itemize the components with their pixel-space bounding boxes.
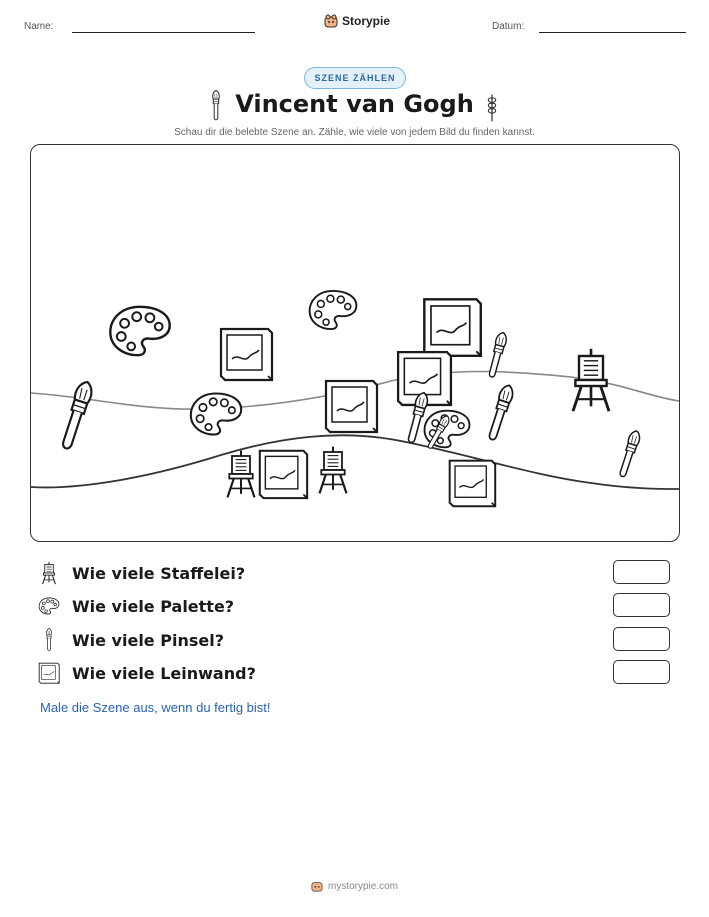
brush-item xyxy=(486,383,516,441)
canvas-item xyxy=(260,451,307,498)
brand-name: Storypie xyxy=(342,14,391,28)
coloring-note: Male die Szene aus, wenn du fertig bist! xyxy=(40,700,271,715)
brand-logo xyxy=(324,14,390,28)
question-text: Wie viele Staffelei? xyxy=(72,563,246,583)
answer-box-easel[interactable] xyxy=(613,560,670,584)
name-label: Name: xyxy=(24,21,54,32)
palette-item xyxy=(191,393,241,434)
footer-brand xyxy=(0,880,709,892)
easel-item xyxy=(573,349,609,411)
easel-icon xyxy=(38,561,60,585)
canvas-item xyxy=(326,381,377,432)
question-row xyxy=(38,593,234,619)
palette-item xyxy=(110,307,169,355)
question-row xyxy=(38,627,224,653)
question-text: Wie viele Pinsel? xyxy=(72,630,224,650)
canvas-item xyxy=(450,461,496,507)
canvas-item xyxy=(424,299,480,355)
storypie-logo-icon xyxy=(324,14,338,28)
brush-item xyxy=(58,379,94,450)
date-field[interactable] xyxy=(539,32,686,33)
answer-box-palette[interactable] xyxy=(613,593,670,617)
palette-icon xyxy=(38,595,60,617)
question-row xyxy=(38,660,256,686)
answer-box-brush[interactable] xyxy=(613,627,670,651)
canvas-item xyxy=(221,329,272,380)
footer-url: mystorypie.com xyxy=(327,880,398,892)
brush-item xyxy=(617,429,642,478)
counting-scene xyxy=(30,144,680,542)
easel-item xyxy=(228,451,255,498)
palette-item xyxy=(310,291,357,329)
page-title: Vincent van Gogh xyxy=(235,90,474,118)
easel-item xyxy=(320,447,347,494)
canvas-icon xyxy=(38,662,60,684)
question-text: Wie viele Leinwand? xyxy=(72,663,256,683)
activity-badge: SZENE ZÄHLEN xyxy=(304,67,406,89)
hill-line-front xyxy=(31,435,679,489)
wheat-title-icon xyxy=(483,91,501,123)
brush-icon xyxy=(38,628,60,652)
question-text: Wie viele Palette? xyxy=(72,596,235,616)
name-field[interactable] xyxy=(72,32,255,33)
instructions: Schau dir die belebte Szene an. Zähle, wie viele von jedem Bild du finden kannst. xyxy=(174,127,535,138)
question-row xyxy=(38,560,245,586)
answer-box-canvas[interactable] xyxy=(613,660,670,684)
date-label: Datum: xyxy=(492,21,525,32)
storypie-footer-icon xyxy=(311,880,323,892)
